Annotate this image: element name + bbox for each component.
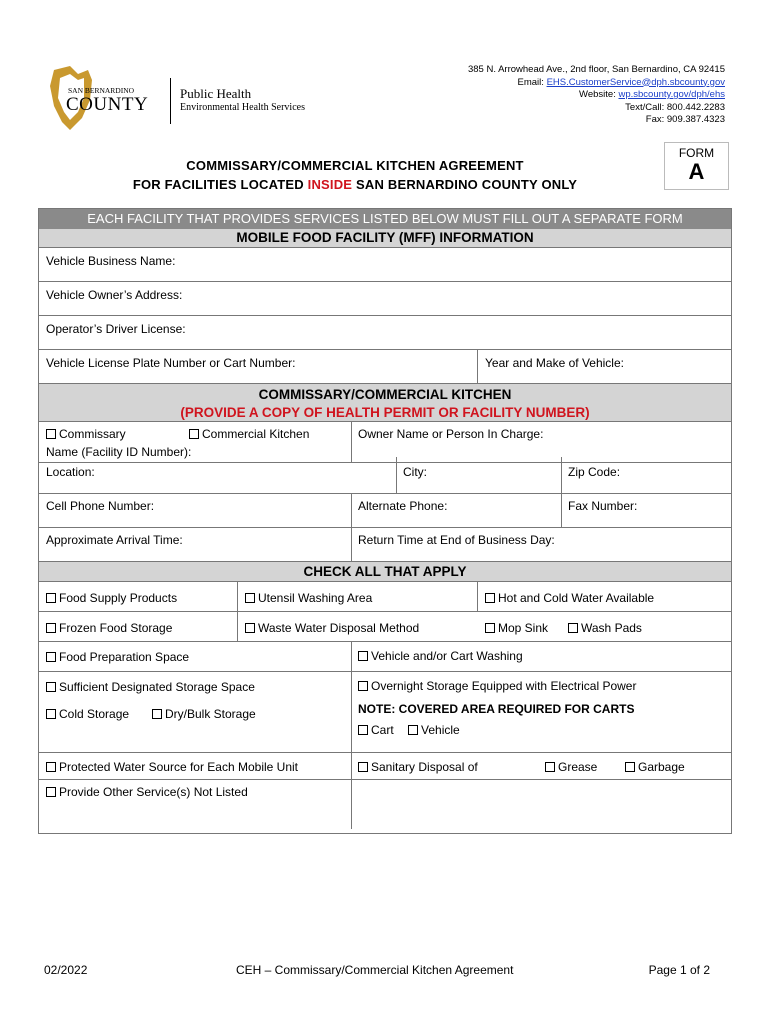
mff-section-heading: MOBILE FOOD FACILITY (MFF) INFORMATION (39, 229, 731, 247)
form-letter: A (688, 159, 705, 184)
county-logo (44, 66, 164, 136)
food-prep-option[interactable] (46, 650, 189, 664)
owner-in-charge-label: Owner Name or Person In Charge: (358, 427, 544, 441)
city-label: City: (403, 465, 427, 479)
document-title: COMMISSARY/COMMERCIAL KITCHEN AGREEMENT (186, 158, 524, 173)
footer-date: 02/2022 (44, 963, 88, 977)
cart-label: Cart (371, 723, 394, 737)
website-link[interactable]: wp.sbcounty.gov/dph/ehs (618, 89, 725, 100)
location-label: Location: (46, 465, 95, 479)
cold-storage-label: Cold Storage (59, 707, 130, 721)
other-service-checkbox[interactable] (46, 787, 56, 797)
header-divider (170, 78, 171, 124)
logo-text-top: SAN BERNARDINO (68, 86, 135, 95)
protected-water-checkbox[interactable] (46, 762, 56, 772)
wash-pads-label: Wash Pads (581, 621, 642, 635)
kitchen-heading: COMMISSARY/COMMERCIAL KITCHEN (258, 387, 512, 402)
dry-storage-checkbox[interactable] (152, 709, 162, 719)
utensil-washing-checkbox[interactable] (245, 593, 255, 603)
commercial-kitchen-label: Commercial Kitchen (202, 427, 310, 441)
food-supply-checkbox[interactable] (46, 593, 56, 603)
separate-form-banner: EACH FACILITY THAT PROVIDES SERVICES LISTED BELOW MUST FILL OUT A SEPARATE FORM (39, 209, 731, 229)
frozen-storage-option[interactable] (46, 621, 172, 635)
storage-space-label: Sufficient Designated Storage Space (59, 680, 255, 694)
sanitary-disposal-option[interactable] (358, 760, 478, 774)
facility-id-label: Name (Facility ID Number): (46, 445, 192, 459)
driver-license-label: Operator’s Driver License: (46, 322, 186, 336)
subtitle-post: SAN BERNARDINO COUNTY ONLY (352, 177, 578, 192)
waste-water-checkbox[interactable] (245, 623, 255, 633)
grease-checkbox[interactable] (545, 762, 555, 772)
sanitary-disposal-label: Sanitary Disposal of (371, 760, 478, 774)
storage-space-option[interactable] (46, 680, 255, 694)
document-subtitle (40, 177, 670, 192)
hot-cold-water-option[interactable] (485, 591, 654, 605)
cart-checkbox[interactable] (358, 725, 368, 735)
commercial-kitchen-option[interactable] (189, 427, 309, 441)
sanitary-disposal-checkbox[interactable] (358, 762, 368, 772)
vehicle-washing-option[interactable] (358, 649, 523, 663)
overnight-storage-option[interactable] (358, 679, 636, 693)
other-service-label: Provide Other Service(s) Not Listed (59, 785, 248, 799)
waste-water-option[interactable] (245, 621, 419, 635)
dry-storage-label: Dry/Bulk Storage (165, 707, 256, 721)
overnight-storage-label: Overnight Storage Equipped with Electrical Power (371, 679, 637, 693)
logo-text-main: COUNTY (66, 94, 149, 115)
return-time-label: Return Time at End of Business Day: (358, 533, 555, 547)
garbage-label: Garbage (638, 760, 685, 774)
food-supply-label: Food Supply Products (59, 591, 178, 605)
footer-document-name: CEH – Commissary/Commercial Kitchen Agreement (236, 963, 514, 977)
food-supply-option[interactable] (46, 591, 177, 605)
overnight-storage-checkbox[interactable] (358, 681, 368, 691)
vehicle-business-name-label: Vehicle Business Name: (46, 254, 176, 268)
contact-phone: Text/Call: 800.442.2283 (625, 101, 725, 113)
vehicle-washing-label: Vehicle and/or Cart Washing (371, 649, 523, 663)
zip-code-label: Zip Code: (568, 465, 621, 479)
subtitle-pre: FOR FACILITIES LOCATED (132, 177, 308, 192)
website-label: Website: (579, 89, 619, 100)
grease-option[interactable] (545, 760, 597, 774)
garbage-checkbox[interactable] (625, 762, 635, 772)
cart-option[interactable] (358, 723, 394, 737)
cell-phone-label: Cell Phone Number: (46, 499, 155, 513)
check-all-heading: CHECK ALL THAT APPLY (39, 561, 731, 581)
agreement-form (38, 208, 732, 834)
vehicle-washing-checkbox[interactable] (358, 651, 368, 661)
alternate-phone-label: Alternate Phone: (358, 499, 448, 513)
cold-storage-option[interactable] (46, 707, 129, 721)
mop-sink-checkbox[interactable] (485, 623, 495, 633)
hot-cold-water-checkbox[interactable] (485, 593, 495, 603)
year-make-label: Year and Make of Vehicle: (485, 356, 624, 370)
mop-sink-label: Mop Sink (498, 621, 549, 635)
contact-fax: Fax: 909.387.4323 (645, 114, 725, 125)
arrival-time-label: Approximate Arrival Time: (46, 533, 183, 547)
vehicle-owner-address-label: Vehicle Owner’s Address: (46, 288, 183, 302)
vehicle-label: Vehicle (421, 723, 460, 737)
commissary-option[interactable] (46, 427, 126, 441)
vehicle-option[interactable] (408, 723, 460, 737)
food-prep-checkbox[interactable] (46, 652, 56, 662)
waste-water-label: Waste Water Disposal Method (258, 621, 420, 635)
email-link[interactable]: EHS.CustomerService@dph.sbcounty.gov (546, 76, 725, 88)
dept-subtitle: Environmental Health Services (180, 102, 305, 113)
dry-storage-option[interactable] (152, 707, 256, 721)
utensil-washing-label: Utensil Washing Area (258, 591, 373, 605)
dept-title: Public Health (180, 86, 252, 101)
email-label: Email: (517, 76, 547, 88)
hot-cold-water-label: Hot and Cold Water Available (498, 591, 655, 605)
garbage-option[interactable] (625, 760, 685, 774)
wash-pads-option[interactable] (568, 621, 642, 635)
covered-area-note: NOTE: COVERED AREA REQUIRED FOR CARTS (358, 702, 635, 716)
cold-storage-checkbox[interactable] (46, 709, 56, 719)
storage-space-checkbox[interactable] (46, 682, 56, 692)
wash-pads-checkbox[interactable] (568, 623, 578, 633)
subtitle-inside: INSIDE (307, 177, 353, 192)
protected-water-option[interactable] (46, 760, 298, 774)
utensil-washing-option[interactable] (245, 591, 372, 605)
license-plate-label: Vehicle License Plate Number or Cart Number: (46, 356, 296, 370)
footer-page-number: Page 1 of 2 (648, 963, 710, 977)
commercial-kitchen-checkbox[interactable] (189, 429, 199, 439)
contact-block (468, 64, 725, 127)
mop-sink-option[interactable] (485, 621, 548, 635)
contact-address: 385 N. Arrowhead Ave., 2nd floor, San Bernardino, CA 92415 (467, 64, 725, 75)
food-prep-label: Food Preparation Space (59, 650, 190, 664)
protected-water-label: Protected Water Source for Each Mobile Unit (59, 760, 298, 774)
vehicle-checkbox[interactable] (408, 725, 418, 735)
form-id-box (664, 142, 729, 190)
kitchen-section-heading (39, 383, 731, 421)
commissary-checkbox[interactable] (46, 429, 56, 439)
fax-number-label: Fax Number: (568, 499, 638, 513)
frozen-storage-label: Frozen Food Storage (59, 621, 173, 635)
frozen-storage-checkbox[interactable] (46, 623, 56, 633)
kitchen-subheading: (PROVIDE A COPY OF HEALTH PERMIT OR FACILITY NUMBER) (180, 405, 590, 420)
other-service-option[interactable] (46, 785, 248, 799)
form-label: FORM (678, 146, 715, 160)
grease-label: Grease (558, 760, 598, 774)
commissary-label: Commissary (59, 427, 126, 441)
